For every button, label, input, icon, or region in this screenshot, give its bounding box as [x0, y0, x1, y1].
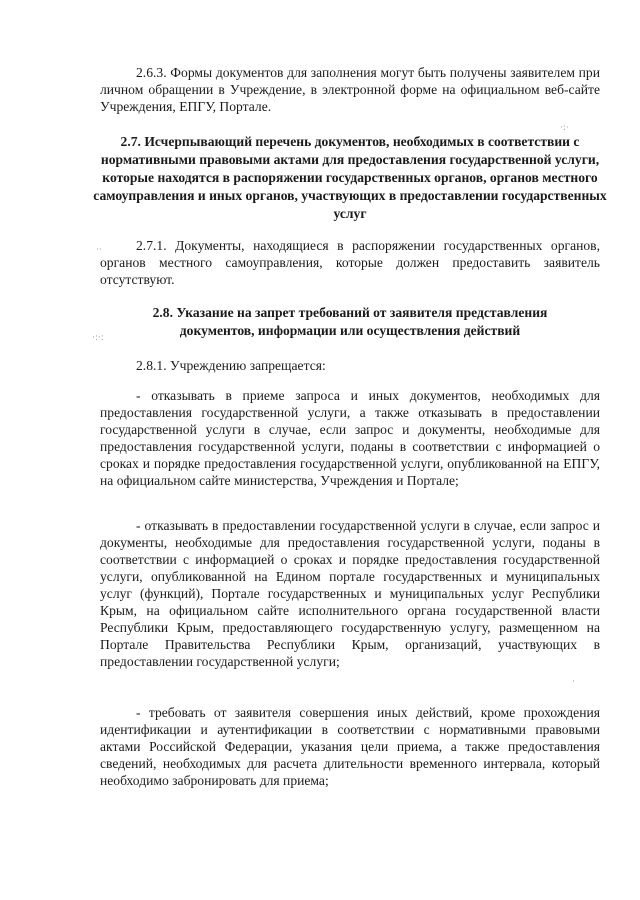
scan-speck: ·:·:: [92, 333, 104, 343]
list-item-refuse-acceptance: - отказывать в приеме запроса и иных документов, необходимых для предоставления государственной услуги, а также отказывать в предоставлении государственной услуги в случае, если запрос и документы, необходимые для предоставления государственной услуги, поданы в соответствии с информацией о сроках и порядке предоставления государственной услуги, опубликованной на ЕПГУ, на официальном сайте министерства, Учреждения и Портале;: [100, 388, 600, 488]
paragraph-2-6-3: 2.6.3. Формы документов для заполнения могут быть получены заявителем при личном обращении в Учреждение, в электронной форме на официальном веб-сайте Учреждения, ЕПГУ, Портале.: [100, 65, 600, 114]
heading-2-7: 2.7. Исчерпывающий перечень документов, необходимых в соответствии с нормативными правовыми актами для предоставления государственной услуги, которые находятся в распоряжении государственных органов, органов местного самоуправления и иных органов, участвующих в предоставлении государственных услуг: [93, 134, 607, 221]
scan-speck: ·:·: [560, 123, 569, 133]
scan-speck: ··: [96, 245, 102, 255]
paragraph-2-7-1: 2.7.1. Документы, находящиеся в распоряжении государственных органов, органов местного самоуправления, которые должен предоставить заявитель отсутствуют.: [100, 238, 600, 287]
heading-2-8: 2.8. Указание на запрет требований от заявителя представления документов, информации или осуществления действий: [152, 305, 548, 338]
scan-speck: ·: [572, 677, 575, 687]
list-item-require-actions: - требовать от заявителя совершения иных действий, кроме прохождения идентификации и аутентификации в соответствии с нормативными правовыми актами Российской Федерации, указания цели приема, а также предоставления сведений, необходимых для расчета длительности временного интервала, который необходимо забронировать для приема;: [100, 705, 600, 788]
paragraph-2-8-1: 2.8.1. Учреждению запрещается:: [136, 358, 326, 373]
list-item-refuse-service: - отказывать в предоставлении государственной услуги в случае, если запрос и документы, необходимые для предоставления государственной услуги, поданы в соответствии с информацией о сроках и порядке предоставления государственной услуги, опубликованной на Едином портале государственных и муниципальных услуг (функций), Портале государственных и муниципальных услуг Республики Крым, на официальном сайте исполнительного органа государственной власти Республики Крым, предоставляющего государственную услугу, размещенном на Портале Правительства Республики Крым, организаций, участвующих в предоставлении государственной услуги;: [100, 518, 600, 669]
